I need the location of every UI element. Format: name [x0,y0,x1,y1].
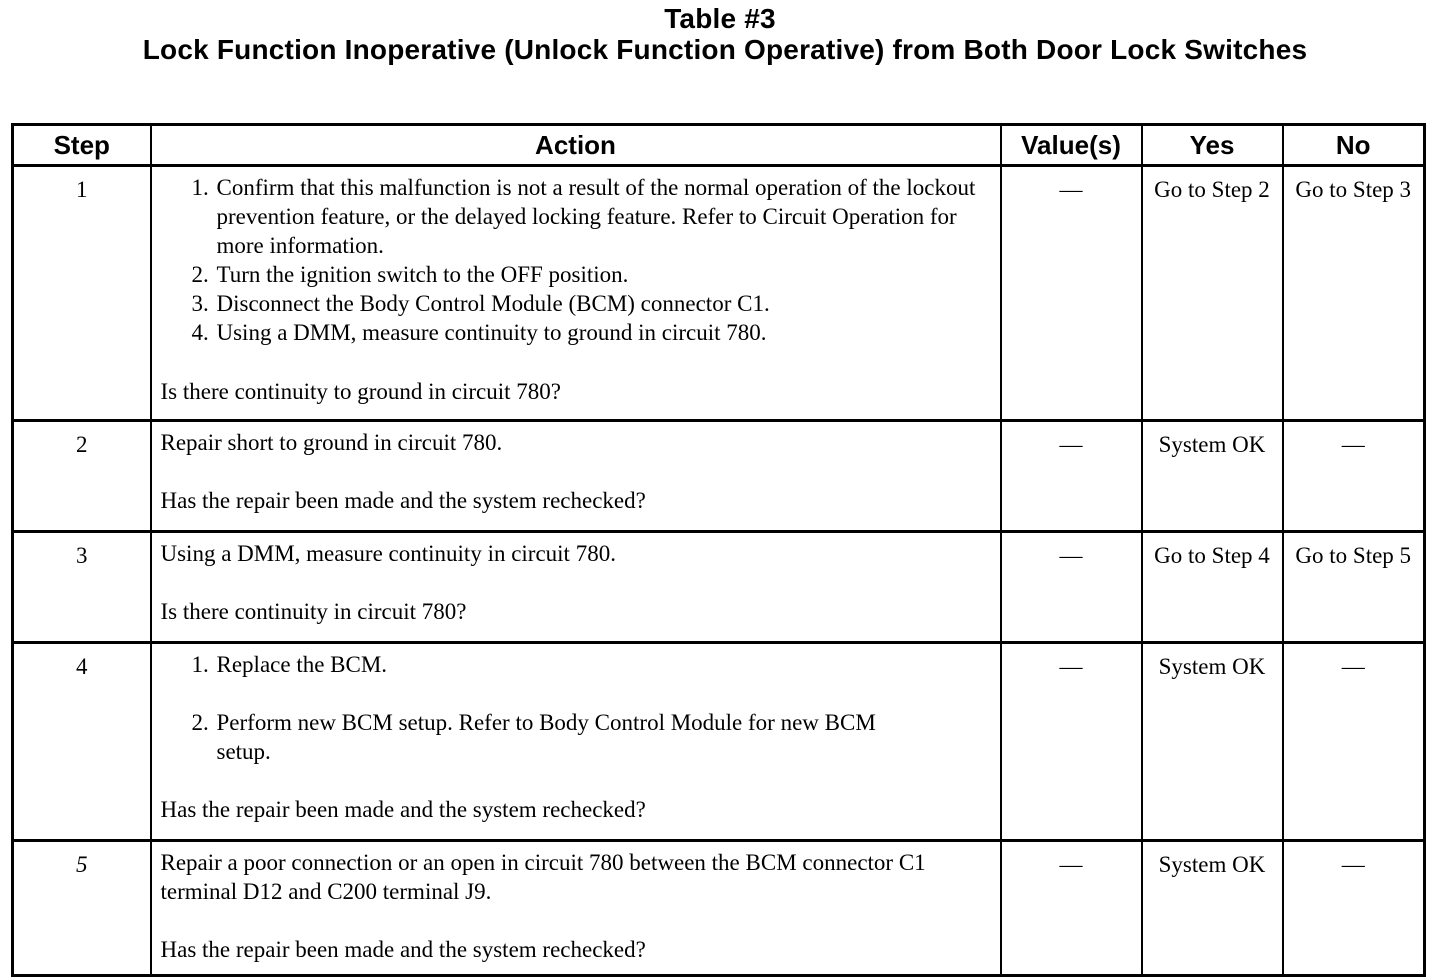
no-cell: — [1283,643,1425,841]
value-cell: — [1001,532,1142,643]
action-text: Using a DMM, measure continuity in circuit 780. [160,541,616,566]
action-list [161,173,992,347]
step-number: 1 [13,166,151,421]
action-item: 1. Confirm that this malfunction is not a result of the normal operation of the lockout prevention feature, or the delayed locking feature. Refer to Circuit Operation for more information. [215,173,992,260]
diagnostic-table [11,123,1426,977]
yes-cell: System OK [1142,643,1283,841]
table-row [13,421,1425,532]
header-action: Action [151,125,1001,166]
action-cell [151,643,1001,841]
value-cell: — [1001,841,1142,976]
no-cell: Go to Step 5 [1283,532,1425,643]
yes-cell: System OK [1142,421,1283,532]
value-cell: — [1001,643,1142,841]
action-item: 4. Using a DMM, measure continuity to ground in circuit 780. [215,318,992,347]
action-item: 1. Replace the BCM. [215,650,992,679]
header-row [13,125,1425,166]
yes-cell: System OK [1142,841,1283,976]
action-cell [151,166,1001,421]
value-cell: — [1001,421,1142,532]
step-number: 2 [13,421,151,532]
action-item: 2. Turn the ignition switch to the OFF position. [215,260,992,289]
action-question: Has the repair been made and the system rechecked? [160,937,646,962]
value-cell: — [1001,166,1142,421]
table-row [13,532,1425,643]
step-number: 4 [13,643,151,841]
action-cell [151,421,1001,532]
step-number: 5 [13,841,151,976]
action-item: 3. Disconnect the Body Control Module (BCM) connector C1. [215,289,992,318]
table-subtitle: Lock Function Inoperative (Unlock Function Operative) from Both Door Lock Switches [142,34,1308,65]
table-row [13,166,1425,421]
action-text: Repair short to ground in circuit 780. [160,430,503,455]
yes-cell: Go to Step 4 [1142,532,1283,643]
action-text: Repair a poor connection or an open in circuit 780 between the BCM connector C1 terminal D12 and C200 terminal J9. [160,850,926,904]
step-number: 3 [13,532,151,643]
no-cell: — [1283,841,1425,976]
action-list [161,650,992,766]
header-step: Step [13,125,151,166]
action-cell [151,532,1001,643]
header-values: Value(s) [1001,125,1142,166]
no-cell: Go to Step 3 [1283,166,1425,421]
action-cell [151,841,1001,976]
no-cell: — [1283,421,1425,532]
header-yes: Yes [1142,125,1283,166]
yes-cell: Go to Step 2 [1142,166,1283,421]
table-title: Table #3 [664,3,776,34]
action-question: Is there continuity to ground in circuit 780? [160,379,561,404]
header-no: No [1283,125,1425,166]
table-row [13,643,1425,841]
action-question: Has the repair been made and the system rechecked? [160,797,646,822]
action-item: 2. Perform new BCM setup. Refer to Body Control Module for new BCM setup. [215,708,992,766]
table-row [13,841,1425,976]
action-question: Is there continuity in circuit 780? [160,599,467,624]
action-question: Has the repair been made and the system rechecked? [160,488,646,513]
